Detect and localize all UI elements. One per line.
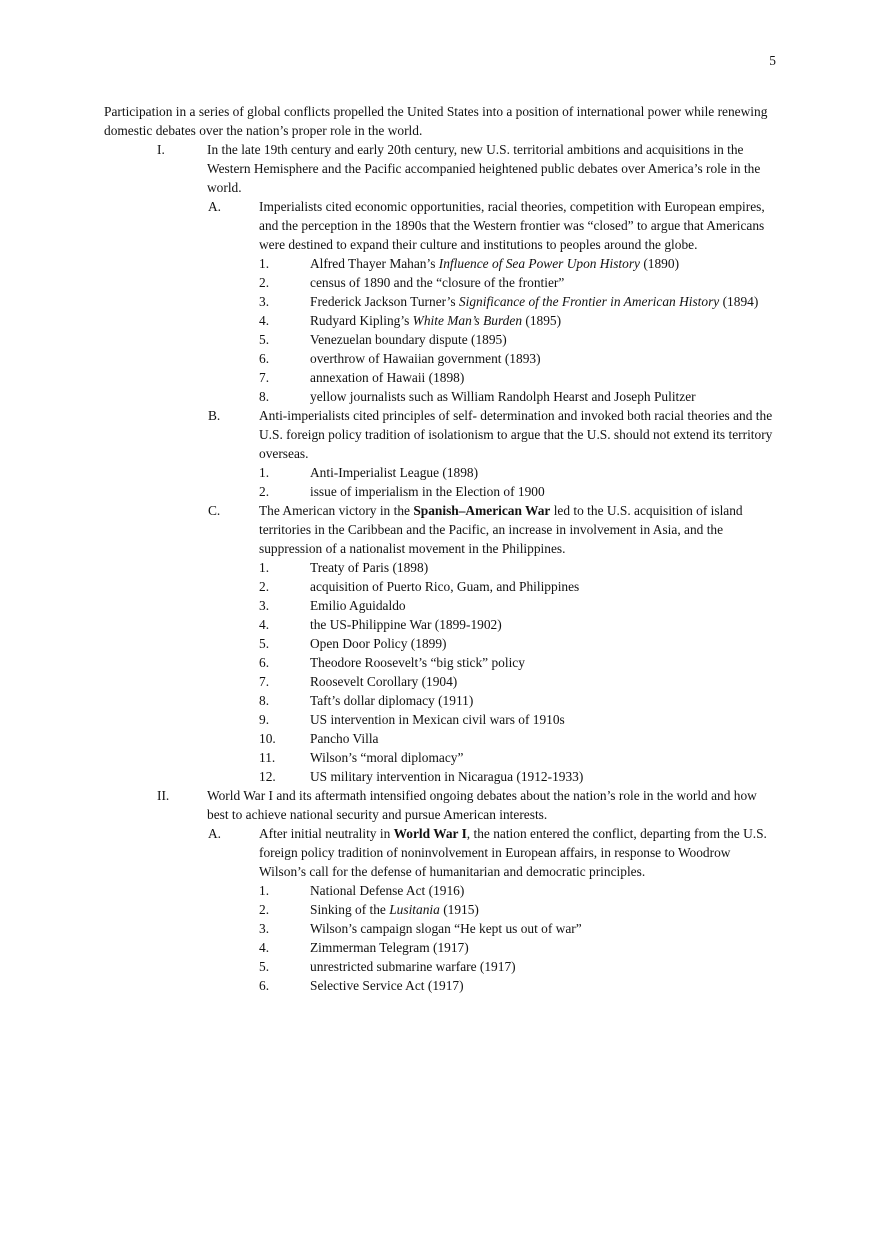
subsection-heading [104,197,776,254]
text-run: Anti-imperialists cited principles of self- determination and invoked both racial theories and the U.S. foreign policy tradition of isolationism to argue that the U.S. should not extend its territory overseas. [259,408,773,461]
list-item [104,482,776,501]
outline-document [104,102,776,995]
outline-label: 4. [259,617,270,632]
text-run: National Defense Act (1916) [310,883,465,898]
outline-label: A. [208,199,222,214]
list-item [104,691,776,710]
outline-label: 4. [259,940,270,955]
list-item [104,634,776,653]
subsection-heading [104,501,776,558]
outline-text [259,503,743,556]
list-item [104,463,776,482]
text-run: World War I and its aftermath intensified ongoing debates about the nation’s role in the world and how best to achieve national security and pursue American interests. [207,788,757,822]
text-run: Treaty of Paris (1898) [310,560,429,575]
list-item [104,368,776,387]
outline-label: 4. [259,313,270,328]
outline-label: 8. [259,693,270,708]
list-item [104,577,776,596]
list-item [104,729,776,748]
outline-text [259,826,767,879]
list-item [104,292,776,311]
outline-label: 10. [259,731,276,746]
list-item [104,900,776,919]
outline-label: C. [208,503,221,518]
list-item [104,273,776,292]
text-run: Anti-Imperialist League (1898) [310,465,479,480]
outline-label: II. [157,788,170,803]
outline-text [310,674,457,689]
outline-label: 1. [259,883,270,898]
outline-label: 3. [259,921,270,936]
outline-text [310,636,447,651]
outline-label: 6. [259,351,270,366]
text-run: Imperialists cited economic opportunities, racial theories, competition with European empires, and the perception in the 1890s that the Western frontier was “closed” to argue that Americans were destined to expand their culture and institutions to peoples around the globe. [259,199,765,252]
outline-text [310,959,516,974]
text-run: census of 1890 and the “closure of the frontier” [310,275,565,290]
outline-text [310,332,507,347]
outline-text [259,199,765,252]
text-run: , the nation entered the conflict, departing from the U.S. foreign policy tradition of noninvolvement in European affairs, in response to Woodrow Wilson’s call for the defense of humanitarian and democratic principles. [259,826,767,879]
list-item [104,311,776,330]
italic-title: Influence of Sea Power Upon History [438,256,640,271]
outline-text [310,978,464,993]
list-item [104,558,776,577]
list-item [104,254,776,273]
outline-text [310,275,564,290]
subsection-heading [104,824,776,881]
outline-label: 3. [259,598,270,613]
outline-text [310,617,502,632]
outline-label: A. [208,826,222,841]
list-item [104,919,776,938]
text-run: (1894) [719,294,759,309]
text-run: led to the U.S. acquisition of island territories in the Caribbean and the Pacific, an increase in involvement in Asia, and the suppression of a nationalist movement in the Philippines. [259,503,743,556]
list-item [104,710,776,729]
list-item [104,349,776,368]
list-item [104,976,776,995]
text-run: (1895) [522,313,562,328]
text-run: yellow journalists such as William Randolph Hearst and Joseph Pulitzer [310,389,696,404]
text-run: Rudyard Kipling’s [310,313,413,328]
outline-text [310,370,464,385]
outline-text [310,313,561,328]
page-number: 5 [769,53,776,68]
bold-term: Spanish–American War [413,503,551,518]
outline-text [310,731,379,746]
list-item [104,748,776,767]
subsection-heading [104,406,776,463]
text-run: Roosevelt Corollary (1904) [310,674,458,689]
bold-term: World War I [393,826,467,841]
outline-text [310,560,428,575]
outline-label: 7. [259,370,270,385]
outline-text [310,940,469,955]
section-heading [104,140,776,197]
text-run: Taft’s dollar diplomacy (1911) [310,693,474,708]
text-run: Theodore Roosevelt’s “big stick” policy [310,655,525,670]
text-run: In the late 19th century and early 20th century, new U.S. territorial ambitions and acquisitions in the Western Hemisphere and the Pacific accompanied heightened public debates over America’s role in the world. [207,142,761,195]
outline-text [310,769,583,784]
outline-text [207,788,757,822]
text-run: (1890) [639,256,680,271]
text-run: Pancho Villa [310,731,379,746]
italic-title: Significance of the Frontier in American History [458,294,720,309]
outline-text [310,712,565,727]
text-run: The American victory in the [259,503,414,518]
list-item [104,387,776,406]
outline-label: 1. [259,465,270,480]
outline-label: 3. [259,294,270,309]
outline-text [310,484,545,499]
text-run: US military intervention in Nicaragua (1912-1933) [310,769,584,784]
outline-label: 6. [259,655,270,670]
text-run: Zimmerman Telegram (1917) [310,940,469,955]
list-item [104,596,776,615]
text-run: (1915) [439,902,479,917]
outline-label: 2. [259,484,270,499]
text-run: annexation of Hawaii (1898) [310,370,465,385]
outline-label: 8. [259,389,270,404]
outline-text [310,256,679,271]
text-run: acquisition of Puerto Rico, Guam, and Philippines [310,579,580,594]
list-item [104,767,776,786]
outline-text [310,921,582,936]
text-run: Venezuelan boundary dispute (1895) [310,332,507,347]
text-run: Wilson’s “moral diplomacy” [310,750,464,765]
text-run: After initial neutrality in [259,826,394,841]
outline-label: 12. [259,769,276,784]
text-run: Frederick Jackson Turner’s [310,294,459,309]
text-run: Open Door Policy (1899) [310,636,447,651]
list-item [104,330,776,349]
outline-text [310,883,464,898]
outline-text [259,408,772,461]
text-run: Selective Service Act (1917) [310,978,464,993]
outline-label: 11. [259,750,276,765]
italic-title: Lusitania [389,902,440,917]
list-item [104,957,776,976]
outline-text [310,351,541,366]
outline-text [310,579,579,594]
text-run: Alfred Thayer Mahan’s [310,256,439,271]
text-run: Wilson’s campaign slogan “He kept us out of war” [310,921,582,936]
outline-label: 2. [259,275,270,290]
section-heading [104,786,776,824]
list-item [104,672,776,691]
outline-label: B. [208,408,221,423]
outline-text [310,294,758,309]
text-run: US intervention in Mexican civil wars of 1910s [310,712,565,727]
outline-label: 5. [259,959,270,974]
outline-label: 9. [259,712,270,727]
text-run: the US-Philippine War (1899-1902) [310,617,502,632]
list-item [104,938,776,957]
outline-label: 5. [259,636,270,651]
outline-label: 5. [259,332,270,347]
intro-paragraph: Participation in a series of global conflicts propelled the United States into a position of international power while renewing domestic debates over the nation’s proper role in the world. [104,104,768,138]
italic-title: White Man’s Burden [412,313,523,328]
list-item [104,615,776,634]
outline-label: 2. [259,902,270,917]
outline-label: 1. [259,256,270,271]
outline-text [207,142,760,195]
outline-label: 2. [259,579,270,594]
text-run: issue of imperialism in the Election of 1900 [310,484,545,499]
list-item [104,881,776,900]
outline-label: 1. [259,560,270,575]
outline-text [310,902,479,917]
list-item [104,653,776,672]
outline-text [310,693,473,708]
outline-label: I. [157,142,165,157]
outline [104,140,776,995]
text-run: Sinking of the [310,902,390,917]
outline-text [310,655,525,670]
text-run: overthrow of Hawaiian government (1893) [310,351,541,366]
outline-label: 7. [259,674,270,689]
outline-label: 6. [259,978,270,993]
text-run: Emilio Aguidaldo [310,598,406,613]
outline-text [310,750,463,765]
text-run: unrestricted submarine warfare (1917) [310,959,516,974]
outline-text [310,465,478,480]
outline-text [310,389,696,404]
outline-text [310,598,406,613]
